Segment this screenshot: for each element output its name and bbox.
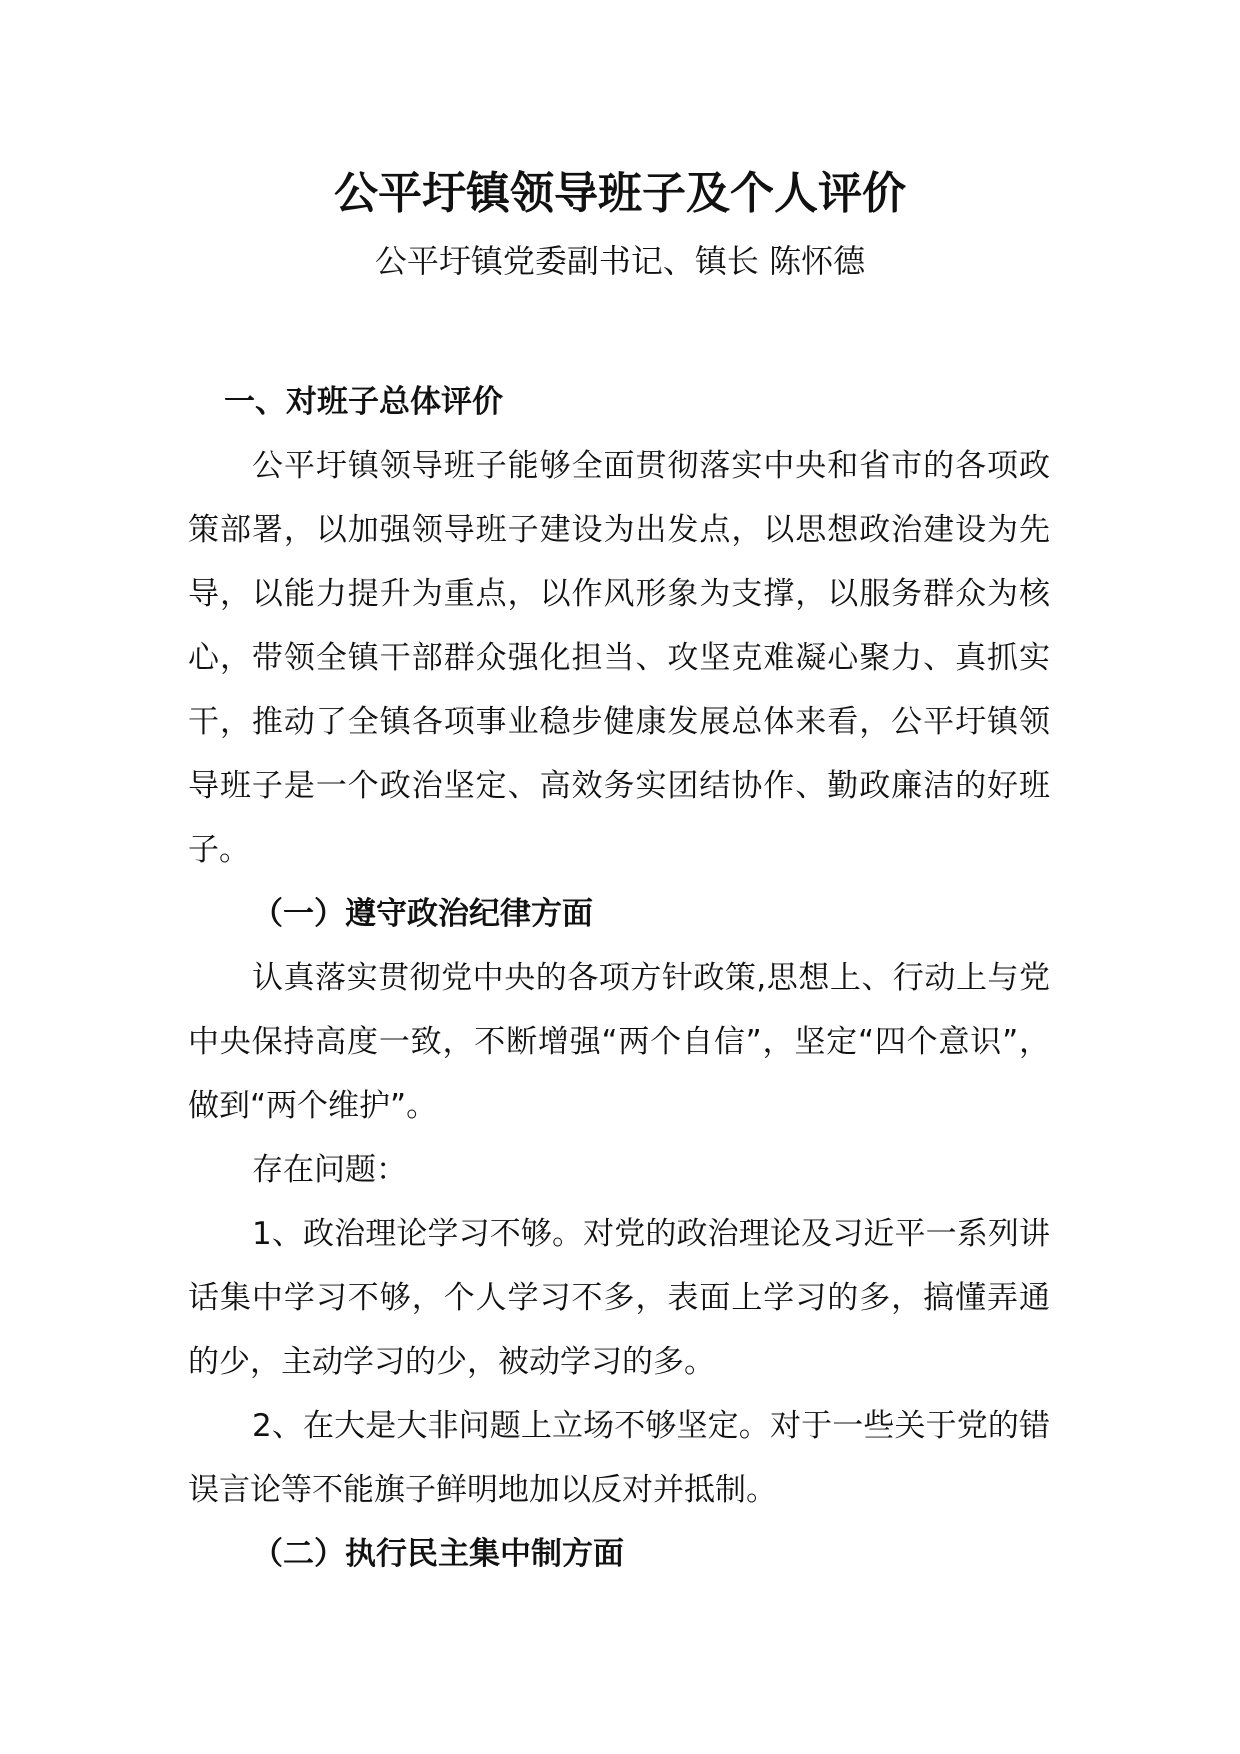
document-subtitle: 公平圩镇党委副书记、镇长 陈怀德	[374, 242, 866, 280]
problems-label: 存在问题：	[252, 1152, 407, 1188]
section-heading-overall-evaluation: 一、对班子总体评价	[224, 384, 503, 420]
subsection-heading-democratic-centralism: （二）执行民主集中制方面	[252, 1536, 624, 1572]
document-body	[188, 370, 1050, 1586]
subsection-heading-political-discipline: （一）遵守政治纪律方面	[252, 896, 593, 932]
paragraph-overall-evaluation: 公平圩镇领导班子能够全面贯彻落实中央和省市的各项政策部署，以加强领导班子建设为出发点，以思想政治建设为先导，以能力提升为重点，以作风形象为支撑，以服务群众为核心，带领全镇干部群众强化担当、攻坚克难凝心聚力、真抓实干，推动了全镇各项事业稳步健康发展总体来看，公平圩镇领导班子是一个政治坚定、高效务实团结协作、勤政廉洁的好班子。	[188, 448, 1050, 868]
document-title: 公平圩镇领导班子及个人评价	[334, 168, 906, 219]
paragraph-political-discipline: 认真落实贯彻党中央的各项方针政策,思想上、行动上与党中央保持高度一致，不断增强“两个自信”，坚定“四个意识”，做到“两个维护”。	[188, 960, 1050, 1124]
problem-item-2: 2、在大是大非问题上立场不够坚定。对于一些关于党的错误言论等不能旗子鲜明地加以反对并抵制。	[188, 1408, 1050, 1508]
problem-item-1: 1、政治理论学习不够。对党的政治理论及习近平一系列讲话集中学习不够，个人学习不多，表面上学习的多，搞懂弄通的少，主动学习的少，被动学习的多。	[188, 1216, 1050, 1380]
